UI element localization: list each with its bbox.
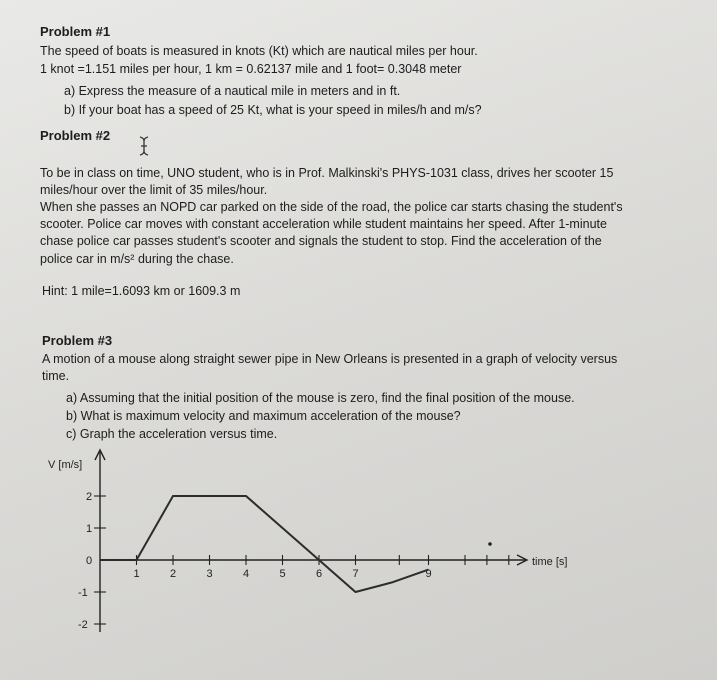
x-tick-label: 9 bbox=[425, 568, 432, 580]
problem3-item-b: b) What is maximum velocity and maximum acceleration of the mouse? bbox=[66, 409, 461, 423]
problem1-item-a: a) Express the measure of a nautical mile in meters and in ft. bbox=[64, 84, 401, 98]
problem1-item-b: b) If your boat has a speed of 25 Kt, what is your speed in miles/h and m/s? bbox=[64, 103, 482, 117]
problem3-title: Problem #3 bbox=[42, 333, 113, 348]
velocity-curve bbox=[100, 496, 429, 592]
y-tick-label: 1 bbox=[86, 523, 93, 535]
problem1-title: Problem #1 bbox=[40, 24, 111, 39]
x-tick-label: 1 bbox=[133, 568, 140, 580]
problem1-text-line-2: 1 knot =1.151 miles per hour, 1 km = 0.62137 mile and 1 foot= 0.3048 meter bbox=[40, 62, 462, 76]
y-tick-label: -1 bbox=[78, 587, 88, 599]
y-tick-label: -2 bbox=[78, 619, 88, 631]
y-tick-label: 0 bbox=[86, 555, 93, 567]
problem2-text-line-4: scooter. Police car moves with constant acceleration while student maintains her speed. After 1-minute bbox=[40, 217, 607, 231]
y-axis-label: V [m/s] bbox=[48, 459, 83, 471]
problem3-item-a: a) Assuming that the initial position of the mouse is zero, find the final position of the mouse. bbox=[66, 391, 575, 405]
problem2-text-line-5: chase police car passes student's scooter and signals the student to stop. Find the acceleration of the bbox=[40, 234, 602, 248]
velocity-time-graph bbox=[0, 440, 717, 680]
x-tick-label: 6 bbox=[316, 568, 323, 580]
x-tick-label: 2 bbox=[170, 568, 177, 580]
problem2-text-line-6: police car in m/s² during the chase. bbox=[40, 252, 234, 266]
problem2-text-line-1: To be in class on time, UNO student, who is in Prof. Malkinski's PHYS-1031 class, drives her scooter 15 bbox=[40, 166, 614, 180]
problem1-text-line-1: The speed of boats is measured in knots (Kt) which are nautical miles per hour. bbox=[40, 44, 478, 58]
x-tick-label: 7 bbox=[352, 568, 359, 580]
x-tick-label: 5 bbox=[279, 568, 286, 580]
problem3-item-c: c) Graph the acceleration versus time. bbox=[66, 427, 278, 441]
y-tick-label: 2 bbox=[86, 491, 93, 503]
stray-dot bbox=[488, 542, 492, 546]
text-cursor-icon bbox=[137, 136, 151, 156]
problem2-hint: Hint: 1 mile=1.6093 km or 1609.3 m bbox=[42, 284, 241, 298]
x-axis-label: time [s] bbox=[532, 556, 568, 568]
problem3-text-line-2: time. bbox=[42, 369, 70, 383]
y-axis bbox=[95, 450, 105, 632]
problem2-title: Problem #2 bbox=[40, 128, 111, 143]
problem2-text-line-3: When she passes an NOPD car parked on the side of the road, the police car starts chasing the student's bbox=[40, 200, 623, 214]
x-tick-label: 3 bbox=[206, 568, 213, 580]
problem2-text-line-2: miles/hour over the limit of 35 miles/hour. bbox=[40, 183, 268, 197]
problem3-text-line-1: A motion of a mouse along straight sewer pipe in New Orleans is presented in a graph of velocity versus bbox=[42, 352, 618, 366]
x-tick-label: 4 bbox=[243, 568, 250, 580]
